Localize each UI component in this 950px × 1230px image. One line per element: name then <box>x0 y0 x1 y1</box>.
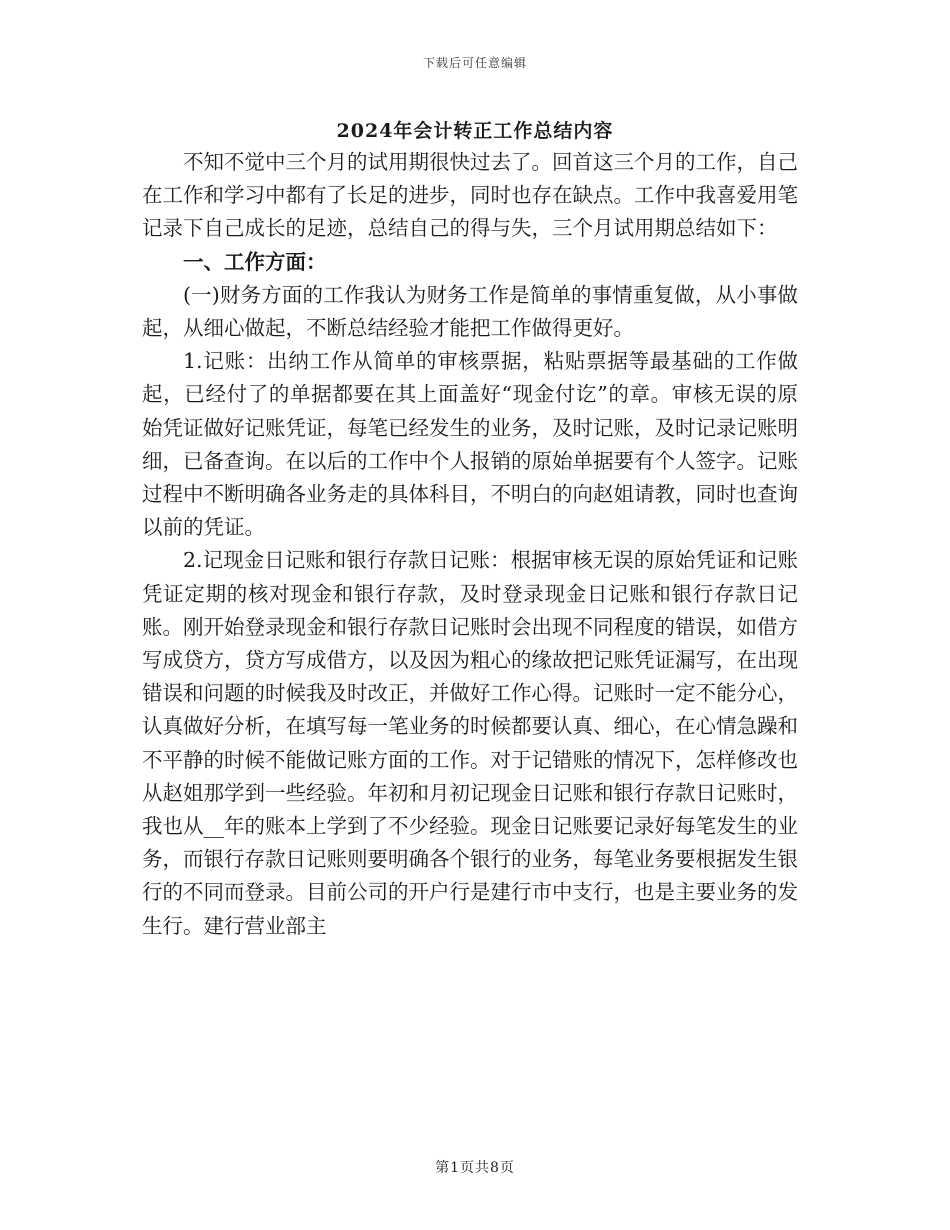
document-body <box>142 146 798 943</box>
header-note: 下载后可任意编辑 <box>422 56 527 70</box>
page-number: 第1页共8页 <box>435 1160 515 1176</box>
paragraph-journals: 2.记现金日记账和银行存款日记账：根据审核无误的原始凭证和记账凭证定期的核对现金和银行存款，及时登录现金日记账和银行存款日记账。刚开始登录现金和银行存款日记账时会出现不同程度的错误，如借方写成贷方，贷方写成借方，以及因为粗心的缘故把记账凭证漏写，在出现错误和问题的时候我及时改正，并做好工作心得。记账时一定不能分心，认真做好分析，在填写每一笔业务的时候都要认真、细心，在心情急躁和不平静的时候不能做记账方面的工作。对于记错账的情况下，怎样修改也从赵姐那学到一些经验。年初和月初记现金日记账和银行存款日记账时，我也从__年的账本上学到了不少经验。现金日记账要记录好每笔发生的业务，而银行存款日记账则要明确各个银行的业务，每笔业务要根据发生银行的不同而登录。目前公司的开户行是建行市中支行，也是主要业务的发生行。建行营业部主 <box>142 548 798 938</box>
paragraph-bookkeeping: 1.记账：出纳工作从简单的审核票据，粘贴票据等最基础的工作做起，已经付了的单据都要在其上面盖好“现金付讫”的章。审核无误的原始凭证做好记账凭证，每笔已经发生的业务，及时记账，及时记录记账明细，已备查询。在以后的工作中个人报销的原始单据要有个人签字。记账过程中不断明确各业务走的具体科目，不明白的向赵姐请教，同时也查询以前的凭证。 <box>142 349 798 540</box>
document-title: 2024年会计转正工作总结内容 <box>336 120 614 142</box>
paragraph-intro: 不知不觉中三个月的试用期很快过去了。回首这三个月的工作，自己在工作和学习中都有了长足的进步，同时也存在缺点。工作中我喜爱用笔记录下自己成长的足迹，总结自己的得与失，三个月试用期总结如下： <box>142 150 798 241</box>
section-heading-work: 一、工作方面： <box>183 249 327 274</box>
paragraph-finance-work: (一)财务方面的工作我认为财务工作是简单的事情重复做，从小事做起，从细心做起，不断总结经验才能把工作做得更好。 <box>142 282 798 341</box>
